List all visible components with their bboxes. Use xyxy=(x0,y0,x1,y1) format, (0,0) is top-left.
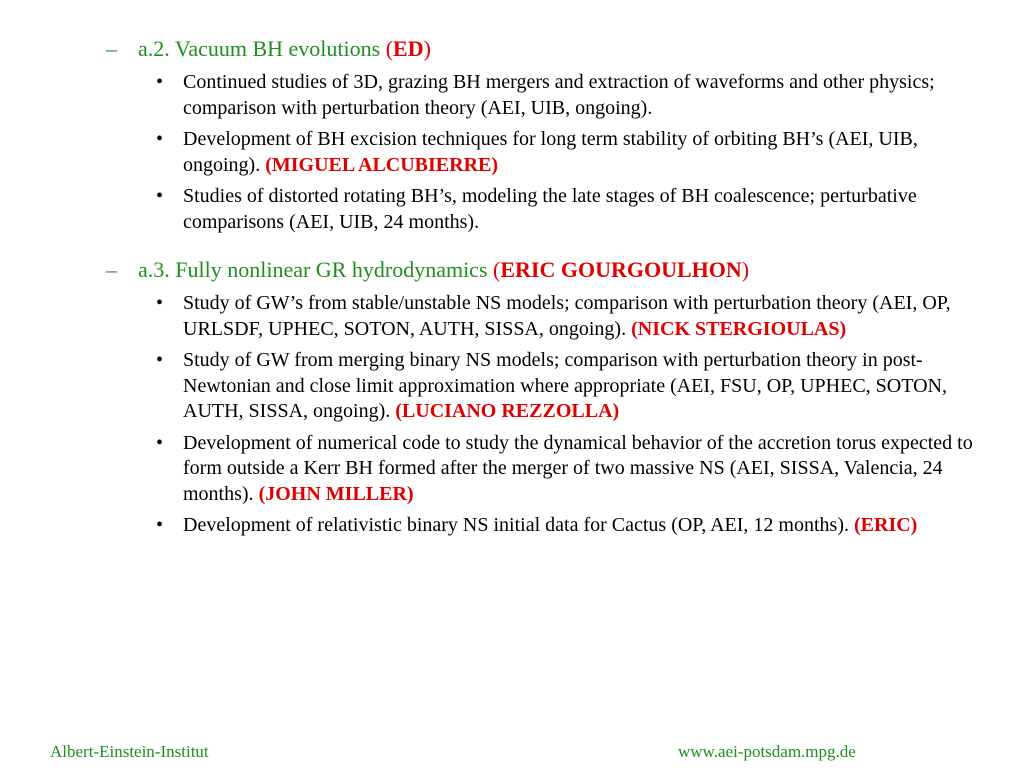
section-gr-hydrodynamics xyxy=(106,256,1006,539)
bullet-responsible: (LUCIANO REZZOLLA) xyxy=(395,400,620,422)
section-heading xyxy=(106,256,1006,283)
dash-marker: – xyxy=(106,36,117,61)
list-item xyxy=(156,431,993,508)
list-item xyxy=(156,127,993,178)
dash-marker: – xyxy=(106,257,117,282)
heading-text: a.3. Fully nonlinear GR hydrodynamics xyxy=(138,257,494,282)
bullet-text: Study of GW’s from stable/unstable NS models; comparison with perturbation theory (AEI, OP, URLSDF, UPHEC, SOTON, AUTH, SISSA, ongoing). xyxy=(183,292,951,340)
bullet-marker: • xyxy=(156,514,164,536)
heading-close-paren: ) xyxy=(741,257,750,282)
bullet-responsible: (JOHN MILLER) xyxy=(258,482,414,505)
list-item xyxy=(156,184,993,235)
heading-responsible: ED xyxy=(393,36,424,61)
section-vacuum-bh xyxy=(106,35,1006,235)
footer-institute: Albert-Einstein-Institut xyxy=(50,742,209,761)
bullet-marker: • xyxy=(156,71,164,93)
bullet-list xyxy=(106,291,1006,539)
footer-url: www.aei-potsdam.mpg.de xyxy=(678,742,856,761)
bullet-responsible: (MIGUEL ALCUBIERRE) xyxy=(265,153,499,176)
bullet-marker: • xyxy=(156,431,164,454)
bullet-text: Continued studies of 3D, grazing BH mergers and extraction of waveforms and other physics; comparison with perturbation theory (AEI, UIB, ongoing). xyxy=(183,71,935,119)
bullet-text: Studies of distorted rotating BH’s, modeling the late stages of BH coalescence; perturbative comparisons (AEI, UIB, 24 months). xyxy=(183,185,917,233)
heading-text: a.2. Vacuum BH evolutions xyxy=(138,36,386,61)
bullet-text: Development of numerical code to study the dynamical behavior of the accretion torus expected to form outside a Kerr BH formed after the merger of two massive NS (AEI, SISSA, Valencia, 24 months). xyxy=(183,431,973,505)
bullet-responsible: (ERIC) xyxy=(854,514,918,536)
list-item xyxy=(156,70,993,121)
bullet-text: Study of GW from merging binary NS models; comparison with perturbation theory in post-Newtonian and close limit approximation where appropriate (AEI, FSU, OP, UPHEC, SOTON, AUTH, SISSA, ongoing). xyxy=(183,349,947,422)
bullet-marker: • xyxy=(156,292,164,314)
bullet-text: Development of relativistic binary NS initial data for Cactus (OP, AEI, 12 months). xyxy=(183,514,854,536)
list-item xyxy=(156,513,993,539)
heading-close-paren: ) xyxy=(423,36,431,61)
heading-open-paren: ( xyxy=(493,257,501,282)
heading-open-paren: ( xyxy=(385,36,394,61)
section-heading xyxy=(106,35,1006,62)
bullet-marker: • xyxy=(156,349,164,371)
bullet-marker: • xyxy=(156,128,164,150)
bullet-list xyxy=(106,70,1006,235)
bullet-responsible: (NICK STERGIOULAS) xyxy=(631,317,847,340)
list-item xyxy=(156,348,993,425)
list-item xyxy=(156,291,993,342)
bullet-text: Development of BH excision techniques for long term stability of orbiting BH’s (AEI, UIB, ongoing). xyxy=(183,128,918,176)
bullet-marker: • xyxy=(156,185,164,207)
heading-responsible: ERIC GOURGOULHON xyxy=(500,257,742,282)
